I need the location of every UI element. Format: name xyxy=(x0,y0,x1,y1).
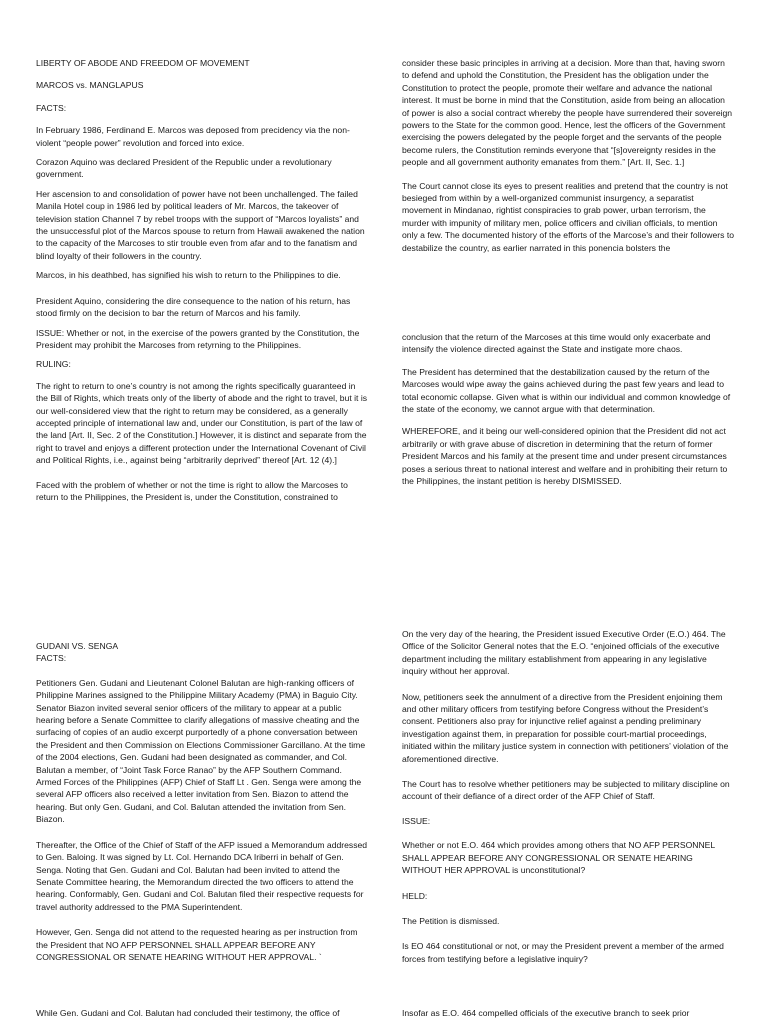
paragraph: However, Gen. Senga did not attend to the requested hearing as per instruction from the President that NO AFP PERSONNEL SHALL APPEAR BEFORE ANY CONGRESSIONAL OR SENATE HEARING WITHOUT HER APPROVAL. ` xyxy=(36,927,358,962)
section-title: LIBERTY OF ABODE AND FREEDOM OF MOVEMENT xyxy=(36,58,250,68)
paragraph: Petitioners Gen. Gudani and Lieutenant Colonel Balutan are high-ranking officers of Philippine Marines assigned to the Philippine Military Academy (PMA) in Baguio City. Senator Biazon invited several senior officers of the military to appear at a public hearing before a Senate Committee to clarify allegations of massive cheating and the surfacing of copies of an audio excerpt purportedly of a phone conversation between the President and then Commission on Elections Commissioner Garcillano. At the time of the 2004 elections, Gen. Gudani had been designated as commander, and Col. Balutan a member, of “Joint Task Force Ranao” by the AFP Southern Command. Armed Forces of the Philippines (AFP) Chief of Staff Lt . Gen. Senga were among the several AFP officers also received a letter invitation from Sen. Biazon to attend the hearing. But only Gen. Gudani, and Col. Balutan attended the invitation from Sen. Biazon. xyxy=(36,677,366,825)
paragraph: Thereafter, the Office of the Chief of Staff of the AFP issued a Memorandum addressed to Gen. Baloing. It was signed by Lt. Col. Hernando DCA Iriberri in behalf of Gen. Senga. Noting that Gen. Gudani and Col. Balutan had been invited to attend the Senate Committee hearing, the Memorandum directed the two officers to attend the hearing. Conformably, Gen. Gudani and Col. Balutan filed their respective requests for travel authority addressed to the PMA Superintendent. xyxy=(36,839,368,912)
issue-heading: ISSUE: xyxy=(402,815,431,826)
paragraph: Corazon Aquino was declared President of the Republic under a revolutionary government. xyxy=(36,157,332,180)
case-title: MARCOS vs. MANGLAPUS xyxy=(36,80,144,91)
facts-heading: FACTS: xyxy=(36,653,67,664)
paragraph: consider these basic principles in arriving at a decision. More than that, having sworn to defend and uphold the Constitution, the President has the obligation under the Constitution to protect the people, promote their welfare and advance the national interest. It must be borne in mind that the Constitution, aside from being an allocation of power is also a social contract whereby the people have surrendered their sovereign powers to the State for the common good. Hence, lest the officers of the Government exercising the powers delegated by the people forget and the servants of the people become rulers, the Constitution reminds everyone that “[s]overeignty resides in the people and all government authority emanates from them.” [Art. II, Sec. 1.] xyxy=(402,58,733,168)
facts-heading: FACTS: xyxy=(36,102,67,113)
paragraph: The Court has to resolve whether petitioners may be subjected to military discipline on account of their defiance of a direct order of the AFP Chief of Staff. xyxy=(402,779,730,802)
marcos-column-right-continued xyxy=(402,331,734,494)
paragraph: Now, petitioners seek the annulment of a directive from the President enjoining them and other military officers from testifying before Congress without the President’s consent. Petitioners also pray for injunctive relief against a pending preliminary investigation against them, in preparation for possible court-martial proceedings, initiated within the military justice system in connection with petitioners’ violation of the aforementioned directive. xyxy=(402,691,729,764)
held-heading: HELD: xyxy=(402,890,428,901)
dispositive-paragraph: WHEREFORE, and it being our well-considered opinion that the President did not act arbitrarily or with grave abuse of discretion in determining that the return of former President Marcos and his family at the present time and under present circumstances poses a serious threat to national interest and welfare and in prohibiting their return to the Philippines, the instant petition is hereby DISMISSED. xyxy=(402,426,728,487)
paragraph: President Aquino, considering the dire consequence to the nation of his return, has stood firmly on the decision to bar the return of Marcos and his family. xyxy=(36,295,351,319)
gudani-column-left-tail xyxy=(36,1007,368,1019)
paragraph: The Court cannot close its eyes to present realities and pretend that the country is not besieged from within by a well-organized communist insurgency, a separatist movement in Mindanao, rightist conspiracies to grab power, urban terrorism, the murder with impunity of military men, police officers and civilian officials, to mention only a few. The documented history of the efforts of the Marcose’s and their followers to destabilize the country, as earlier narrated in this ponencia bolsters the xyxy=(402,180,734,253)
paragraph: Marcos, in his deathbed, has signified his wish to return to the Philippines to die. xyxy=(36,270,341,281)
issue-paragraph: ISSUE: Whether or not, in the exercise of the powers granted by the Constitution, the President may prohibit the Marcoses from retyrning to the Philippines. xyxy=(36,327,360,350)
marcos-column-right xyxy=(402,57,734,261)
gudani-column-right-tail xyxy=(402,1007,734,1019)
paragraph: The Petition is dismissed. xyxy=(402,915,500,926)
case-title: GUDANI VS. SENGA xyxy=(36,641,119,651)
gudani-column-right xyxy=(402,628,734,972)
gudani-column-left xyxy=(36,640,368,970)
paragraph: While Gen. Gudani and Col. Balutan had concluded their testimony, the office of xyxy=(36,1008,340,1018)
issue-paragraph: Whether or not E.O. 464 which provides among others that NO AFP PERSONNEL SHALL APPEAR BEFORE ANY CONGRESSIONAL OR SENATE HEARING WITHOUT HER APPROVAL is unconstitutional? xyxy=(402,840,715,876)
paragraph: Insofar as E.O. 464 compelled officials of the executive branch to seek prior xyxy=(402,1008,690,1018)
paragraph: The President has determined that the destabilization caused by the return of the Marcoses would wipe away the gains achieved during the past few years and lead to total economic collapse. Given what is within our individual and common knowledge of the state of the economy, we cannot argue with that determination. xyxy=(402,366,731,415)
paragraph: Faced with the problem of whether or not the time is right to allow the Marcoses to return to the Philippines, the President is, under the Constitution, constrained to xyxy=(36,479,348,502)
paragraph: The right to return to one’s country is not among the rights specifically guaranteed in the Bill of Rights, which treats only of the liberty of abode and the right to travel, but it is our well-considered view that the right to return may be considered, as a generally accepted principle of international law and, under our Constitution, is part of the law of the land [Art. II, Sec. 2 of the Constitution.] However, it is distinct and separate from the right to travel and enjoys a different protection under the International Covenant of Civil and Political Rights, i.e., against being “arbitrarily deprived” thereof [Art. 12 (4).] xyxy=(36,380,368,466)
marcos-column-left xyxy=(36,57,368,510)
paragraph: Is EO 464 constitutional or not, or may the President prevent a member of the armed forces from testifying before a legislative inquiry? xyxy=(402,941,724,964)
paragraph: On the very day of the hearing, the President issued Executive Order (E.O.) 464. The Office of the Solicitor General notes that the E.O. “enjoined officials of the executive department including the military establishment from appearing in any legislative inquiry without her approval. xyxy=(402,629,726,677)
paragraph: In February 1986, Ferdinand E. Marcos was deposed from precidency via the non-violent “people power” revolution and forced into exice. xyxy=(36,125,350,148)
paragraph: Her ascension to and consolidation of power have not been unchallenged. The failed Manila Hotel coup in 1986 led by political leaders of Mr. Marcos, the takeover of television station Channel 7 by rebel troops with the support of “Marcos loyalists” and the unsuccessful plot of the Marcos spouse to return from Hawaii awakened the nation to the capacity of the Marcoses to stir trouble even from afar and to the fanatism and blind loyalty of their followers in the country. xyxy=(36,188,365,261)
paragraph: conclusion that the return of the Marcoses at this time would only exacerbate and intensify the violence directed against the State and instigate more chaos. xyxy=(402,332,711,355)
ruling-heading: RULING: xyxy=(36,359,71,370)
